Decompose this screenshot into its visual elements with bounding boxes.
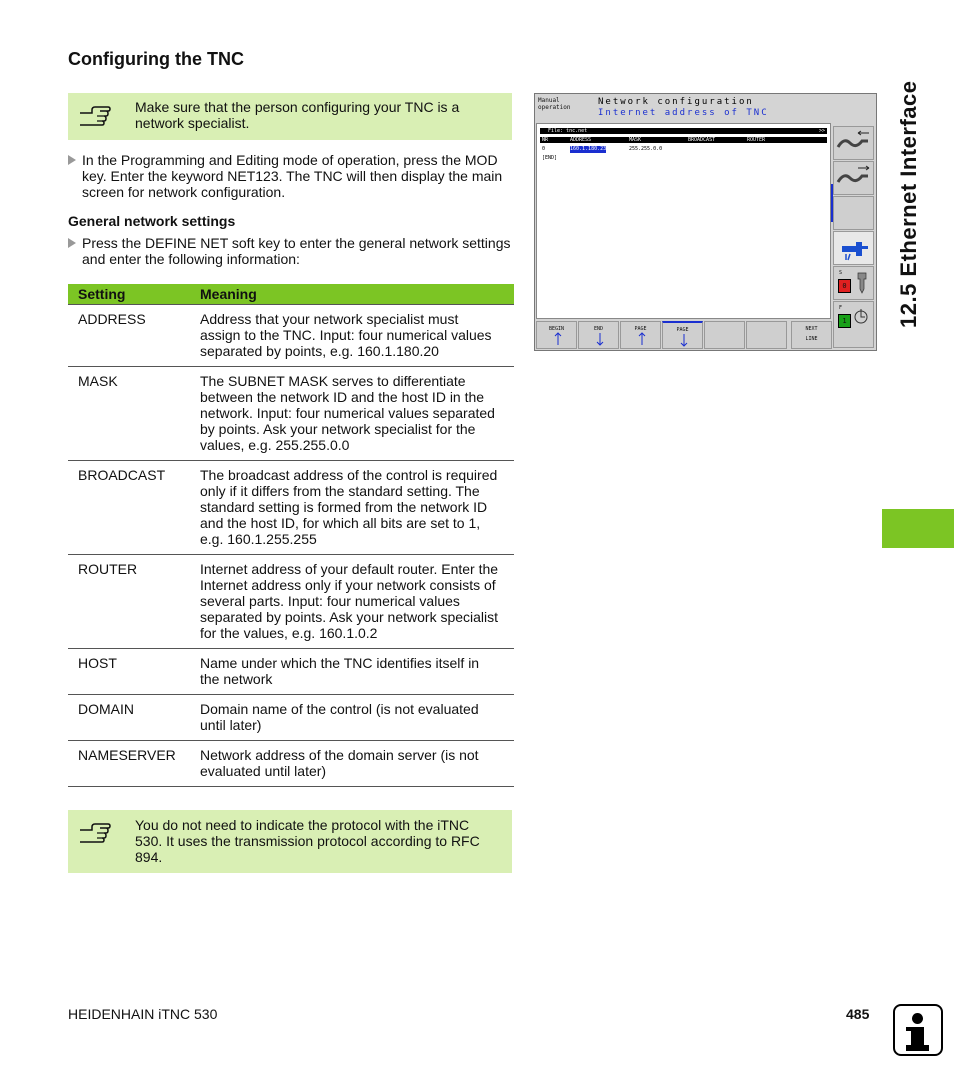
bullet-arrow-icon [68,238,76,248]
spindle-label: S [839,270,843,276]
chapter-side-title: 12.5 Ethernet Interface [896,80,921,328]
meaning-cell: The SUBNET MASK serves to differentiate between the network ID and the host ID in the network. Input: four numerical values separated by points. Ask your network specialist for the values, e.g. 255.255.0.0 [194,367,514,461]
softkey-next-line[interactable] [791,321,832,349]
column-nr: NR [542,137,549,143]
feed-icon [852,308,870,326]
softkey-page-left[interactable] [833,126,874,160]
softkey-label: END [593,326,604,332]
info-icon [893,1004,943,1056]
mode-line: Manual [538,97,560,104]
feed-label: F [839,305,843,311]
column-broadcast: BROADCAST [688,137,716,143]
mask-cell[interactable]: 255.255.0.0 [629,146,663,152]
softkey-begin[interactable] [536,321,577,349]
spindle-status [833,266,874,300]
spindle-icon [854,271,870,295]
footer-text: HEIDENHAIN iTNC 530 [68,1006,218,1022]
setting-cell: ADDRESS [68,305,194,367]
setting-cell: ROUTER [68,555,194,649]
column-headers [540,137,827,143]
softkey-blank[interactable] [833,196,874,230]
meaning-cell: Address that your network specialist must assign to the TNC. Input: four numerical values separated by points, e.g. 160.1.180.20 [194,305,514,367]
column-address: ADDRESS [570,137,592,143]
softkey-page-down[interactable] [662,321,703,349]
note-box-specialist [68,93,512,140]
table-row [68,555,514,649]
instruction-step [68,235,514,267]
softkey-tool[interactable] [833,231,874,265]
column-router: ROUTER [747,137,766,143]
instruction-text: Press the DEFINE NET soft key to enter the general network settings and enter the following information: [82,235,511,267]
file-line [540,128,827,134]
more-indicator: >> [818,128,825,134]
chapter-tab [882,509,954,548]
arrow-up-icon [554,332,562,346]
table-row [68,649,514,695]
pointing-hand-icon [78,101,112,129]
arrow-right-icon [834,162,873,194]
setting-cell: HOST [68,649,194,695]
network-table-window [536,123,831,319]
screen-subtitle: Internet address of TNC [598,108,769,118]
operating-mode [536,95,594,121]
setting-cell: BROADCAST [68,461,194,555]
meaning-cell: The broadcast address of the control is required only if it differs from the standard setting. The standard setting is formed from the network ID and the host ID, for which all bits are set to 1, e.g. 160.1.255.255 [194,461,514,555]
note-text: You do not need to indicate the protocol with the iTNC 530. It uses the transmission protocol according to RFC 894. [135,817,480,865]
setting-cell: DOMAIN [68,695,194,741]
address-cell[interactable]: 160.1.180.23 [570,146,607,152]
softkey-label: BEGIN [548,326,565,332]
screen-header [595,95,846,121]
mode-line: operation [538,104,571,111]
settings-table [68,284,514,787]
feed-on-indicator: 1 [838,314,851,328]
page-number: 485 [846,1006,870,1022]
softkey-label: PAGE [634,326,647,332]
row-nr: 0 [542,146,546,152]
screen-title: Network configuration [598,97,754,107]
arrow-down-icon [596,332,604,346]
table-row [68,695,514,741]
softkey-blank[interactable] [746,321,787,349]
file-name: File: tnc.net [548,128,588,134]
meaning-cell: Internet address of your default router. Enter the Internet address only if your network consists of several parts. Input: four numerical values separated by points. Ask your network specialist for the values, e.g. 160.1.0.2 [194,555,514,649]
softkey-label: LINE [805,336,818,342]
arrow-up-icon [638,332,646,346]
note-text: Make sure that the person configuring your TNC is a network specialist. [135,99,460,131]
softkey-label: NEXT [805,326,818,332]
coolant-icon [834,232,873,264]
meaning-cell: Domain name of the control (is not evaluated until later) [194,695,514,741]
subheading: General network settings [68,213,236,229]
softkey-label: PAGE [676,327,689,333]
table-row [68,741,514,787]
end-marker: [END] [542,155,558,161]
arrow-down-icon [680,333,688,347]
feed-status [833,301,874,348]
pointing-hand-icon [78,818,112,846]
horizontal-softkey-bar [536,321,832,349]
spindle-off-indicator: 0 [838,279,851,293]
section-title: Configuring the TNC [68,49,244,69]
softkey-end[interactable] [578,321,619,349]
softkey-blank[interactable] [704,321,745,349]
column-mask: MASK [629,137,642,143]
softkey-page-up[interactable] [620,321,661,349]
arrow-left-icon [834,127,873,159]
instruction-step [68,152,514,200]
table-row[interactable] [540,146,827,153]
end-row [540,155,827,162]
instruction-text: In the Programming and Editing mode of operation, press the MOD key. Enter the keyword NET123. The TNC will then display the main screen for network configuration. [82,152,503,200]
note-box-protocol [68,810,512,873]
table-header-row [68,284,514,305]
column-header-setting: Setting [68,284,194,305]
column-header-meaning: Meaning [194,284,514,305]
vertical-softkey-bar [833,123,875,349]
setting-cell: NAMESERVER [68,741,194,787]
tnc-screen [534,93,877,351]
setting-cell: MASK [68,367,194,461]
table-row [68,367,514,461]
meaning-cell: Network address of the domain server (is not evaluated until later) [194,741,514,787]
softkey-page-right[interactable] [833,161,874,195]
table-row [68,461,514,555]
table-row [68,305,514,367]
meaning-cell: Name under which the TNC identifies itself in the network [194,649,514,695]
bullet-arrow-icon [68,155,76,165]
